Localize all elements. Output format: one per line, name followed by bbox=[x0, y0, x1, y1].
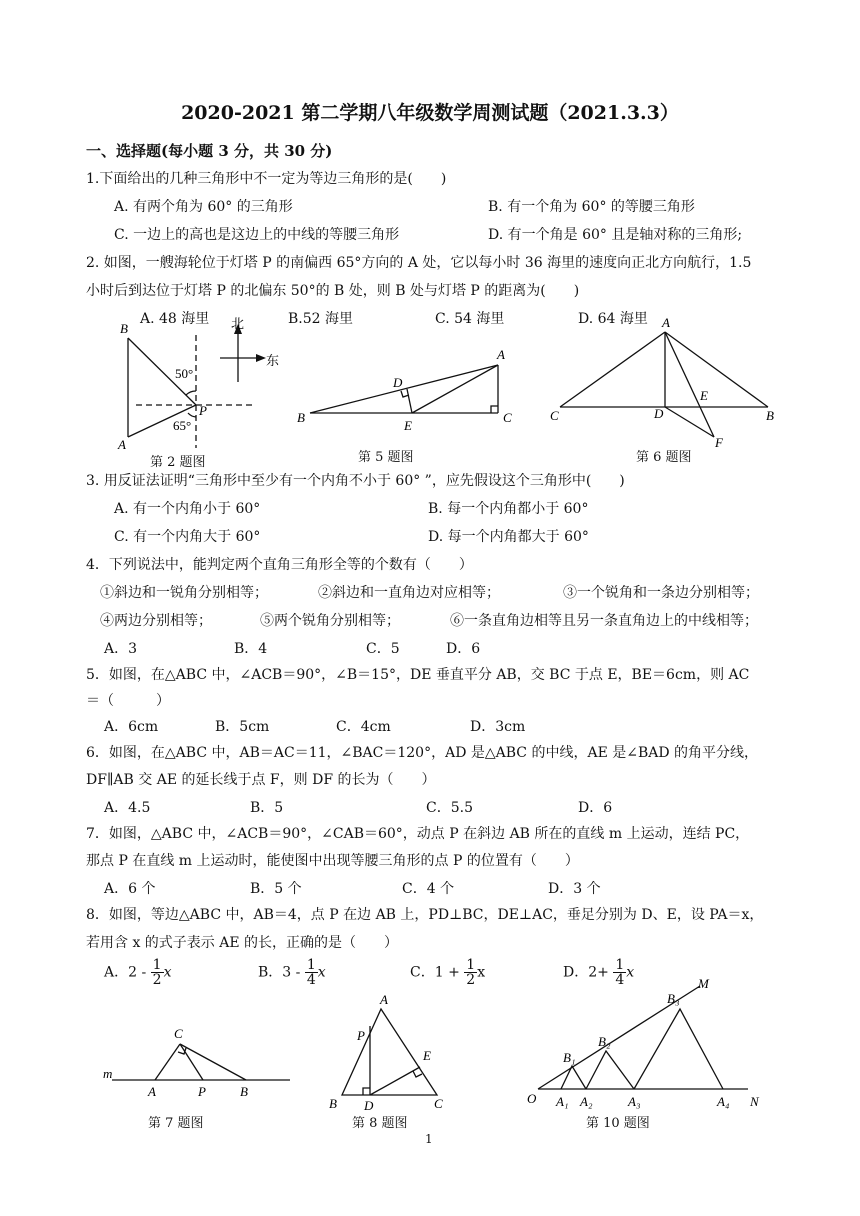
q7-line1: 7．如图，△ABC 中，∠ACB＝90°，∠CAB＝60°，动点 P 在斜边 AB 所在的直线 m 上运动，连结 PC， bbox=[86, 826, 750, 842]
fig6-label-C: C bbox=[550, 408, 559, 423]
fig7-label-B: B bbox=[240, 1084, 248, 1099]
fig6-label-A: A bbox=[662, 315, 670, 330]
q7-line2: 那点 P 在直线 m 上运动时，能使图中出现等腰三角形的点 P 的位置有（ ） bbox=[86, 853, 579, 869]
q4-statement-4: ④两边分别相等； bbox=[100, 613, 212, 629]
q4-statement-3: ③一个锐角和一条边分别相等； bbox=[563, 585, 759, 601]
fig5-label-B: B bbox=[297, 410, 305, 425]
fig8-label-B: B bbox=[329, 1096, 337, 1111]
q1-option-a: A. 有两个角为 60° 的三角形 bbox=[114, 199, 293, 215]
fig7-label-m: m bbox=[103, 1066, 113, 1081]
q4-option-b: B．4 bbox=[234, 641, 268, 657]
fig2-north: 北 bbox=[231, 316, 245, 331]
fig8-label-P: P bbox=[357, 1028, 365, 1043]
fig8-label-A: A bbox=[380, 992, 388, 1007]
fig5-label-D: D bbox=[393, 375, 403, 390]
page-title: 2020-2021 第二学期八年级数学周测试题（2021.3.3） bbox=[181, 102, 679, 124]
q6-option-c: C．5.5 bbox=[426, 800, 473, 816]
q4-statement-6: ⑥一条直角边相等且另一条直角边上的中线相等； bbox=[450, 613, 758, 629]
fig10-label-M: M bbox=[698, 976, 709, 991]
q4-statement-5: ⑤两个锐角分别相等； bbox=[260, 613, 400, 629]
q8-option-b: B．3 - $\frac{1}{4}$ x bbox=[258, 957, 326, 988]
q2-line1: 2. 如图，一艘海轮位于灯塔 P 的南偏西 65°方向的 A 处，它以每小时 36 海里的速度向正北方向航行，1.5 bbox=[86, 255, 752, 271]
fig10-label-A4: A₄ bbox=[717, 1094, 730, 1109]
q8-option-d: D．2+ $\frac{1}{4}$ x bbox=[563, 957, 635, 988]
q2-option-a: A. 48 海里 bbox=[140, 311, 210, 327]
fig7-caption: 第 7 题图 bbox=[148, 1116, 204, 1131]
fig10-label-A1: A₁ bbox=[556, 1094, 569, 1109]
q4-statement-1: ①斜边和一锐角分别相等； bbox=[100, 585, 268, 601]
q2-option-d: D. 64 海里 bbox=[578, 311, 648, 327]
section-heading: 一、选择题(每小题 3 分，共 30 分) bbox=[86, 142, 333, 160]
q4-stem: 4．下列说法中，能判定两个直角三角形全等的个数有（ ） bbox=[86, 557, 473, 573]
q8-option-c: C．1 + $\frac{1}{2}$ x bbox=[410, 957, 486, 988]
fig5-caption: 第 5 题图 bbox=[358, 450, 414, 465]
q6-option-b: B．5 bbox=[250, 800, 284, 816]
fig5-label-C: C bbox=[503, 410, 512, 425]
q2-line2: 小时后到达位于灯塔 P 的北偏东 50°的 B 处，则 B 处与灯塔 P 的距离为( ) bbox=[86, 283, 580, 299]
q4-option-d: D．6 bbox=[446, 641, 481, 657]
q6-line1: 6．如图，在△ABC 中，AB＝AC＝11，∠BAC＝120°，AD 是△ABC 的中线，AE 是∠BAD 的角平分线， bbox=[86, 745, 759, 761]
fig6-label-E: E bbox=[700, 388, 708, 403]
q3-option-a: A. 有一个内角小于 60° bbox=[114, 501, 261, 517]
fig10-label-B1: B₁ bbox=[563, 1050, 576, 1065]
q6-line2: DF∥AB 交 AE 的延长线于点 F，则 DF 的长为（ ） bbox=[86, 772, 436, 788]
fig8-label-C: C bbox=[434, 1096, 443, 1111]
q8-line1: 8．如图，等边△ABC 中，AB＝4，点 P 在边 AB 上，PD⊥BC，DE⊥AC，垂足分别为 D、E，设 PA＝x， bbox=[86, 907, 764, 923]
fig2-label-P: P bbox=[199, 403, 207, 418]
q7-option-a: A．6 个 bbox=[104, 881, 156, 897]
fig6-caption: 第 6 题图 bbox=[636, 450, 692, 465]
q1-option-c: C. 一边上的高也是这边上的中线的等腰三角形 bbox=[114, 227, 400, 243]
q1-option-d: D. 有一个角是 60° 且是轴对称的三角形; bbox=[488, 227, 743, 243]
fig6-label-F: F bbox=[715, 435, 723, 450]
figure-2 bbox=[128, 324, 266, 448]
q2-option-c: C. 54 海里 bbox=[435, 311, 505, 327]
figure-7 bbox=[112, 1044, 290, 1080]
q3-option-b: B. 每一个内角都小于 60° bbox=[428, 501, 589, 517]
fig2-east: 东 bbox=[266, 353, 280, 368]
q7-option-d: D．3 个 bbox=[548, 881, 601, 897]
q8-line2: 若用含 x 的式子表示 AE 的长，正确的是（ ） bbox=[86, 935, 399, 951]
fig2-caption: 第 2 题图 bbox=[150, 455, 206, 470]
fig5-label-A: A bbox=[497, 347, 505, 362]
q3-stem: 3. 用反证法证明“三角形中至少有一个内角不小于 60° ”，应先假设这个三角形中( ) bbox=[86, 473, 625, 489]
q5-option-b: B．5cm bbox=[215, 719, 270, 735]
figure-6 bbox=[560, 332, 768, 437]
fig10-label-N: N bbox=[750, 1094, 759, 1109]
q1-option-b: B. 有一个角为 60° 的等腰三角形 bbox=[488, 199, 695, 215]
fig10-label-O: O bbox=[527, 1091, 537, 1106]
q8-option-a: A．2 - $\frac{1}{2}$ x bbox=[104, 957, 172, 988]
fig10-label-B3: B₃ bbox=[667, 991, 680, 1006]
q5-option-a: A．6cm bbox=[104, 719, 159, 735]
q3-option-d: D. 每一个内角都大于 60° bbox=[428, 529, 589, 545]
q1-stem: 1.下面给出的几种三角形中不一定为等边三角形的是( ) bbox=[86, 171, 447, 187]
q4-statement-2: ②斜边和一直角边对应相等； bbox=[318, 585, 500, 601]
fig8-label-E: E bbox=[423, 1048, 431, 1063]
fig10-label-B2: B₂ bbox=[598, 1034, 611, 1049]
fig5-label-E: E bbox=[404, 418, 412, 433]
q5-line1: 5．如图，在△ABC 中，∠ACB＝90°，∠B＝15°，DE 垂直平分 AB，交 BC 于点 E，BE＝6cm，则 AC bbox=[86, 667, 750, 683]
q7-option-b: B．5 个 bbox=[250, 881, 302, 897]
fig6-label-B: B bbox=[766, 408, 774, 423]
q6-option-d: D．6 bbox=[578, 800, 613, 816]
fig8-caption: 第 8 题图 bbox=[352, 1116, 408, 1131]
fig7-label-A: A bbox=[148, 1084, 156, 1099]
figure-5 bbox=[310, 365, 498, 413]
figure-10 bbox=[538, 986, 748, 1089]
q5-option-c: C．4cm bbox=[336, 719, 391, 735]
q2-option-b: B.52 海里 bbox=[288, 311, 354, 327]
page-number: 1 bbox=[425, 1132, 433, 1146]
fig2-label-B: B bbox=[120, 321, 128, 336]
q4-option-c: C．5 bbox=[366, 641, 400, 657]
fig10-caption: 第 10 题图 bbox=[586, 1116, 650, 1131]
q7-option-c: C．4 个 bbox=[402, 881, 455, 897]
fig7-label-P: P bbox=[198, 1084, 206, 1099]
q5-line2: ＝（ ） bbox=[86, 693, 170, 709]
fig7-label-C: C bbox=[174, 1026, 183, 1041]
q5-option-d: D．3cm bbox=[470, 719, 526, 735]
fig2-angle-65: 65° bbox=[173, 418, 192, 433]
fig6-label-D: D bbox=[654, 406, 664, 421]
q4-option-a: A．3 bbox=[104, 641, 138, 657]
q3-option-c: C. 有一个内角大于 60° bbox=[114, 529, 261, 545]
fig2-label-A: A bbox=[118, 437, 126, 452]
fig10-label-A3: A₃ bbox=[628, 1094, 641, 1109]
fig2-angle-50: 50° bbox=[175, 366, 194, 381]
fig10-label-A2: A₂ bbox=[580, 1094, 593, 1109]
q6-option-a: A．4.5 bbox=[104, 800, 151, 816]
fig8-label-D: D bbox=[364, 1098, 374, 1113]
